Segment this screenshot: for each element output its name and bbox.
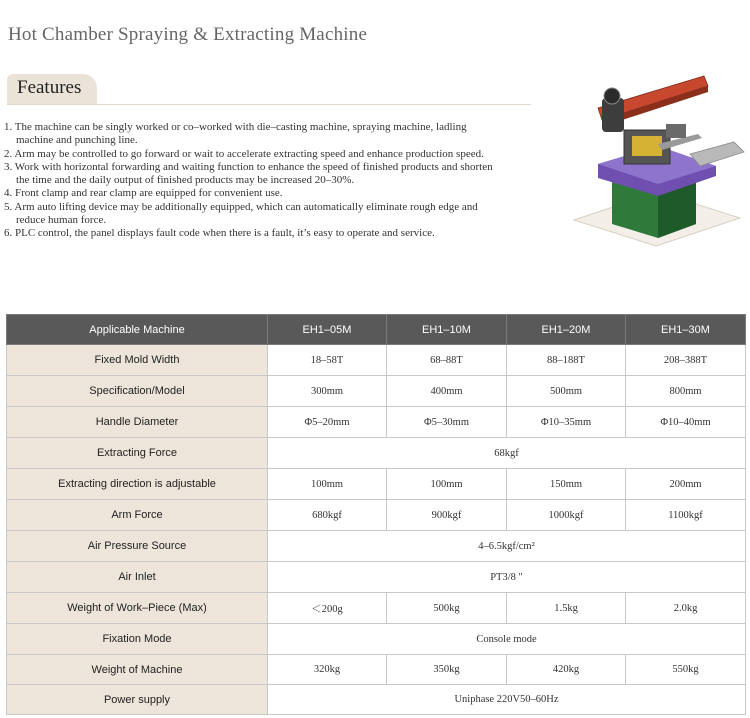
feature-item bbox=[4, 227, 528, 240]
row-label: Arm Force bbox=[7, 500, 268, 531]
table-cell: 100mm bbox=[268, 469, 387, 500]
feature-text-continued: machine and punching line. bbox=[16, 134, 138, 147]
table-row bbox=[7, 376, 746, 407]
table-cell: 88–188T bbox=[507, 345, 626, 376]
table-row bbox=[7, 407, 746, 438]
table-cell: 200mm bbox=[626, 469, 746, 500]
table-row bbox=[7, 624, 746, 655]
row-label: Handle Diameter bbox=[7, 407, 268, 438]
row-label: Weight of Machine bbox=[7, 655, 268, 685]
table-cell-merged: 4–6.5kgf/cm² bbox=[268, 531, 746, 562]
table-cell: 68–88T bbox=[387, 345, 507, 376]
table-row bbox=[7, 562, 746, 593]
machine-arm-wheel bbox=[604, 88, 620, 104]
row-label: Fixation Mode bbox=[7, 624, 268, 655]
machine-gripper-tray bbox=[690, 142, 744, 166]
table-header-cell: EH1–30M bbox=[626, 315, 746, 345]
table-cell: 400mm bbox=[387, 376, 507, 407]
table-cell: ＜200g bbox=[268, 593, 387, 624]
table-cell: 800mm bbox=[626, 376, 746, 407]
table-header-cell: EH1–20M bbox=[507, 315, 626, 345]
table-cell: 550kg bbox=[626, 655, 746, 685]
table-cell: 680kgf bbox=[268, 500, 387, 531]
table-cell: 320kg bbox=[268, 655, 387, 685]
table-cell-merged: Uniphase 220V50–60Hz bbox=[268, 685, 746, 715]
table-cell: Φ5–30mm bbox=[387, 407, 507, 438]
table-row bbox=[7, 685, 746, 715]
table-cell: 100mm bbox=[387, 469, 507, 500]
table-cell: 500mm bbox=[507, 376, 626, 407]
feature-text: 1. The machine can be singly worked or co–worked with die–casting machine, spraying machine, ladling bbox=[4, 121, 467, 133]
row-label: Air Pressure Source bbox=[7, 531, 268, 562]
row-label: Specification/Model bbox=[7, 376, 268, 407]
table-row bbox=[7, 531, 746, 562]
table-row bbox=[7, 500, 746, 531]
feature-text-continued: reduce human force. bbox=[16, 214, 107, 227]
feature-item bbox=[4, 148, 528, 161]
row-label: Extracting direction is adjustable bbox=[7, 469, 268, 500]
table-cell: Φ5–20mm bbox=[268, 407, 387, 438]
row-label: Extracting Force bbox=[7, 438, 268, 469]
features-heading-tab bbox=[7, 74, 97, 104]
table-header-cell: EH1–05M bbox=[268, 315, 387, 345]
feature-item bbox=[4, 187, 528, 200]
feature-text: 3. Work with horizontal forwarding and waiting function to enhance the speed of finished products and shorten bbox=[4, 160, 493, 173]
table-cell: 420kg bbox=[507, 655, 626, 685]
table-cell: 350kg bbox=[387, 655, 507, 685]
table-cell: 208–388T bbox=[626, 345, 746, 376]
feature-item bbox=[4, 201, 528, 228]
table-cell-merged: PT3/8 " bbox=[268, 562, 746, 593]
feature-text: 4. Front clamp and rear clamp are equipped for convenient use. bbox=[4, 187, 283, 200]
table-cell: 2.0kg bbox=[626, 593, 746, 624]
table-cell: 1000kgf bbox=[507, 500, 626, 531]
machine-illustration bbox=[566, 72, 746, 247]
feature-text: 5. Arm auto lifting device may be additionally equipped, which can automatically eliminate rough edge and bbox=[4, 200, 478, 213]
feature-item bbox=[4, 161, 528, 188]
table-cell-merged: Console mode bbox=[268, 624, 746, 655]
table-row bbox=[7, 438, 746, 469]
table-cell: 500kg bbox=[387, 593, 507, 624]
table-header-cell: Applicable Machine bbox=[7, 315, 268, 345]
table-cell: 1100kgf bbox=[626, 500, 746, 531]
feature-text-continued: the time and the daily output of finished products may be increased 20–30%. bbox=[16, 174, 355, 187]
table-row bbox=[7, 655, 746, 685]
row-label: Weight of Work–Piece (Max) bbox=[7, 593, 268, 624]
table-header-cell: EH1–10M bbox=[387, 315, 507, 345]
feature-text: 2. Arm may be controlled to go forward or wait to accelerate extracting speed and enhance production speed. bbox=[4, 147, 484, 160]
table-row bbox=[7, 593, 746, 624]
feature-list bbox=[4, 121, 528, 241]
feature-text: 6. PLC control, the panel displays fault code when there is a fault, it’s easy to operate and service. bbox=[4, 227, 435, 240]
features-divider bbox=[7, 104, 531, 105]
table-header-row bbox=[7, 315, 746, 345]
table-cell: 900kgf bbox=[387, 500, 507, 531]
machine-bracket bbox=[666, 124, 686, 138]
features-heading: Features bbox=[17, 77, 82, 98]
row-label: Fixed Mold Width bbox=[7, 345, 268, 376]
feature-item bbox=[4, 121, 528, 148]
table-row bbox=[7, 345, 746, 376]
table-cell: Φ10–40mm bbox=[626, 407, 746, 438]
row-label: Air Inlet bbox=[7, 562, 268, 593]
table-row bbox=[7, 469, 746, 500]
page-title: Hot Chamber Spraying & Extracting Machine bbox=[8, 24, 368, 45]
table-cell: Φ10–35mm bbox=[507, 407, 626, 438]
table-cell-merged: 68kgf bbox=[268, 438, 746, 469]
table-cell: 1.5kg bbox=[507, 593, 626, 624]
machine-frame-plate bbox=[632, 136, 662, 156]
table-cell: 300mm bbox=[268, 376, 387, 407]
table-cell: 18–58T bbox=[268, 345, 387, 376]
row-label: Power supply bbox=[7, 685, 268, 715]
spec-table bbox=[6, 314, 746, 715]
table-cell: 150mm bbox=[507, 469, 626, 500]
